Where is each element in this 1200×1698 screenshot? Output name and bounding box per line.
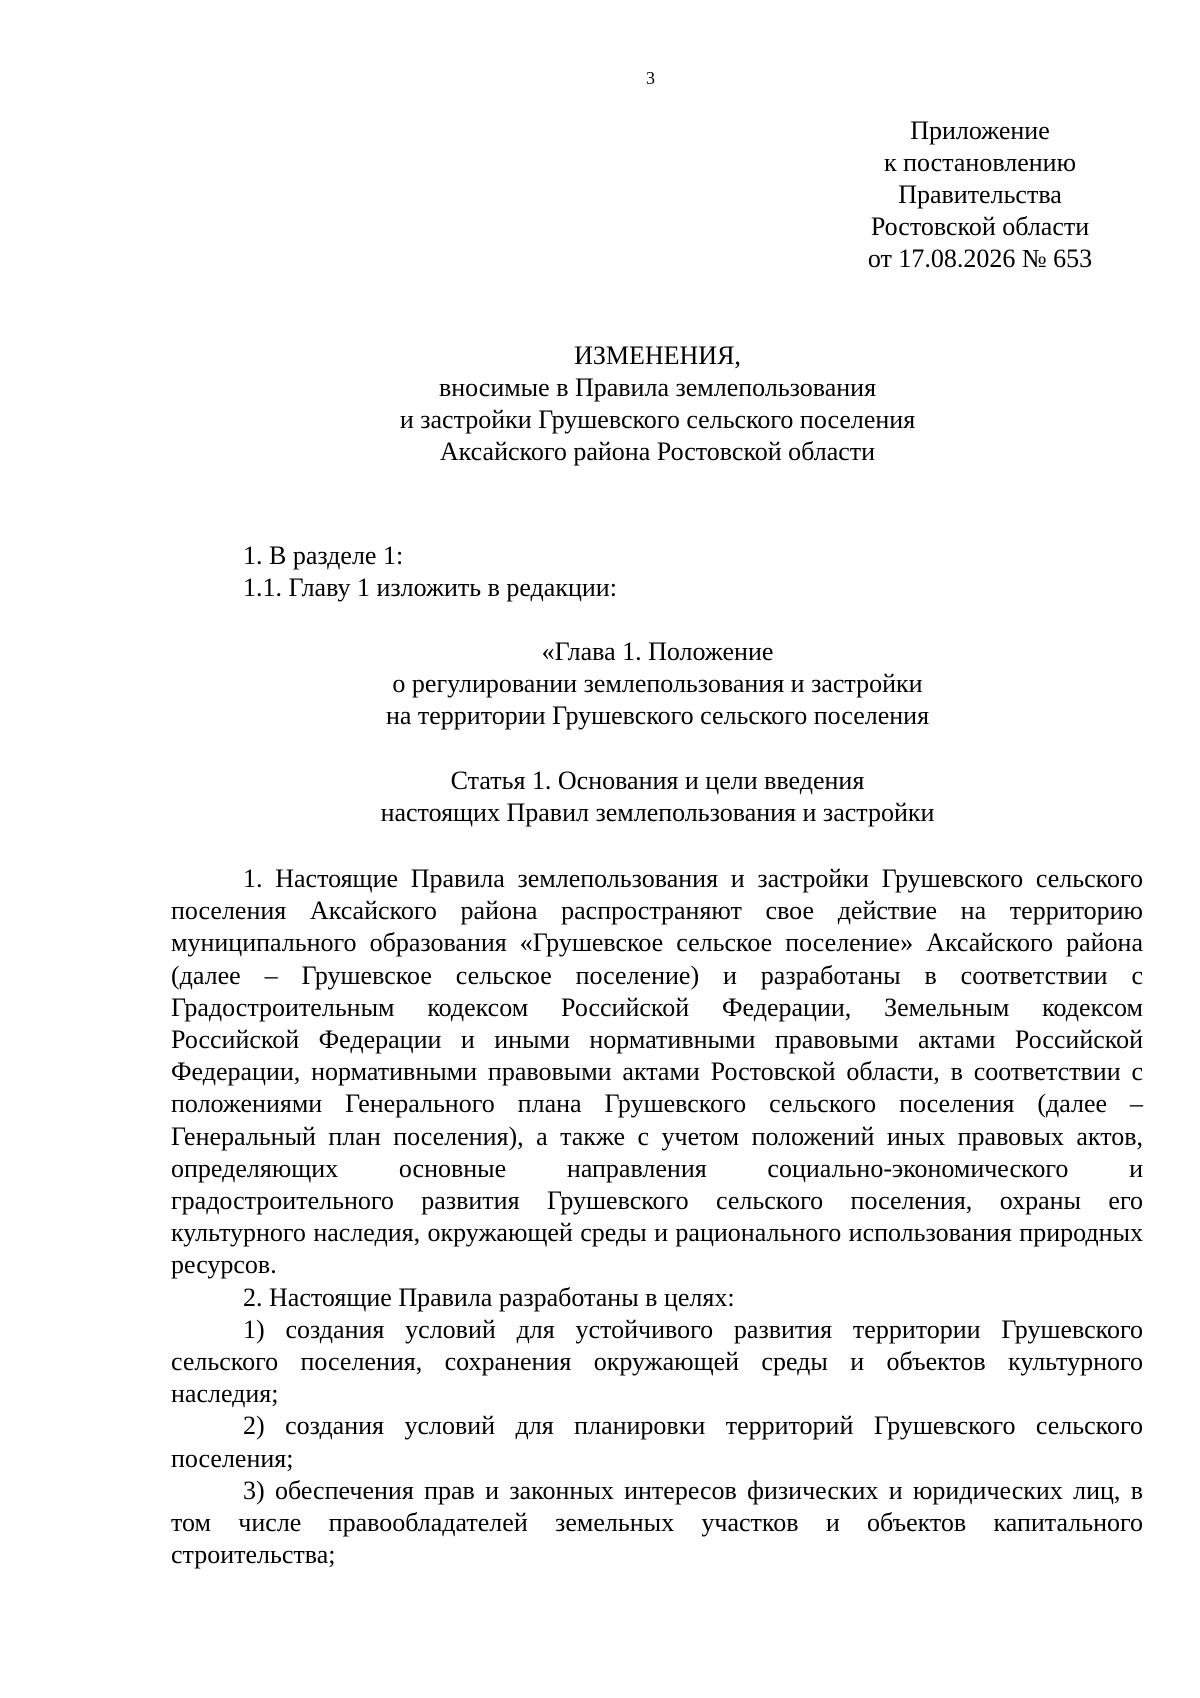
appendix-line: Правительства <box>898 180 1062 209</box>
article-line: настоящих Правил землепользования и застройки <box>380 798 935 827</box>
paragraph: 1. Настоящие Правила землепользования и застройки Грушевского сельского поселения Аксайского района распространяют свое действие на территорию муниципального образования «Грушевское сельское поселение» Аксайского района (далее – Грушевское сельское поселение) и разработаны в соответствии с Градостроительным кодексом Российской Федерации, Земельным кодексом Российской Федерации и иными нормативными правовыми актами Российской Федерации, нормативными правовыми актами Ростовской области, в соответствии с положениями Генерального плана Грушевского сельского поселения (далее – Генеральный план поселения), а также с учетом положений иных правовых актов, определяющих основные направления социально-экономического и градостроительного развития Грушевского сельского поселения, охраны его культурного наследия, окружающей среды и рационального использования природных ресурсов. <box>171 864 1143 1280</box>
section-item: 1. В разделе 1: <box>243 541 404 570</box>
paragraph: 2. Настоящие Правила разработаны в целях: <box>243 1282 735 1312</box>
section-subitem: 1.1. Главу 1 изложить в редакции: <box>243 573 617 602</box>
appendix-line: к постановлению <box>883 148 1077 177</box>
appendix-line: Ростовской области <box>870 212 1090 241</box>
list-item: 2) создания условий для планировки территорий Грушевского сельского поселения; <box>171 1411 1143 1473</box>
list-item: 1) создания условий для устойчивого развития территории Грушевского сельского поселения, сохранения окружающей среды и объектов культурного наследия; <box>171 1314 1143 1409</box>
title-line: и застройки Грушевского сельского поселения <box>399 405 916 434</box>
article-heading <box>330 765 985 829</box>
chapter-heading <box>330 636 985 732</box>
appendix-header <box>820 115 1140 275</box>
appendix-line: Приложение <box>910 116 1050 145</box>
title-line: вносимые в Правила землепользования <box>438 373 877 402</box>
document-title <box>330 340 985 468</box>
title-line: Аксайского района Ростовской области <box>439 437 876 466</box>
chapter-line: «Глава 1. Положение <box>541 637 774 666</box>
list-item: 3) обеспечения прав и законных интересов физических и юридических лиц, в том числе правообладателей земельных участков и объектов капитального строительства; <box>171 1475 1143 1570</box>
appendix-date-number: от 17.08.2026 № 653 <box>867 244 1093 273</box>
section-instructions <box>243 540 617 604</box>
chapter-line: о регулировании землепользования и застройки <box>392 669 923 698</box>
title-line: ИЗМЕНЕНИЯ, <box>574 341 741 370</box>
article-line: Статья 1. Основания и цели введения <box>450 766 865 795</box>
page-number: 3 <box>646 68 655 88</box>
article-body <box>171 863 1143 1571</box>
chapter-line: на территории Грушевского сельского поселения <box>385 701 930 730</box>
